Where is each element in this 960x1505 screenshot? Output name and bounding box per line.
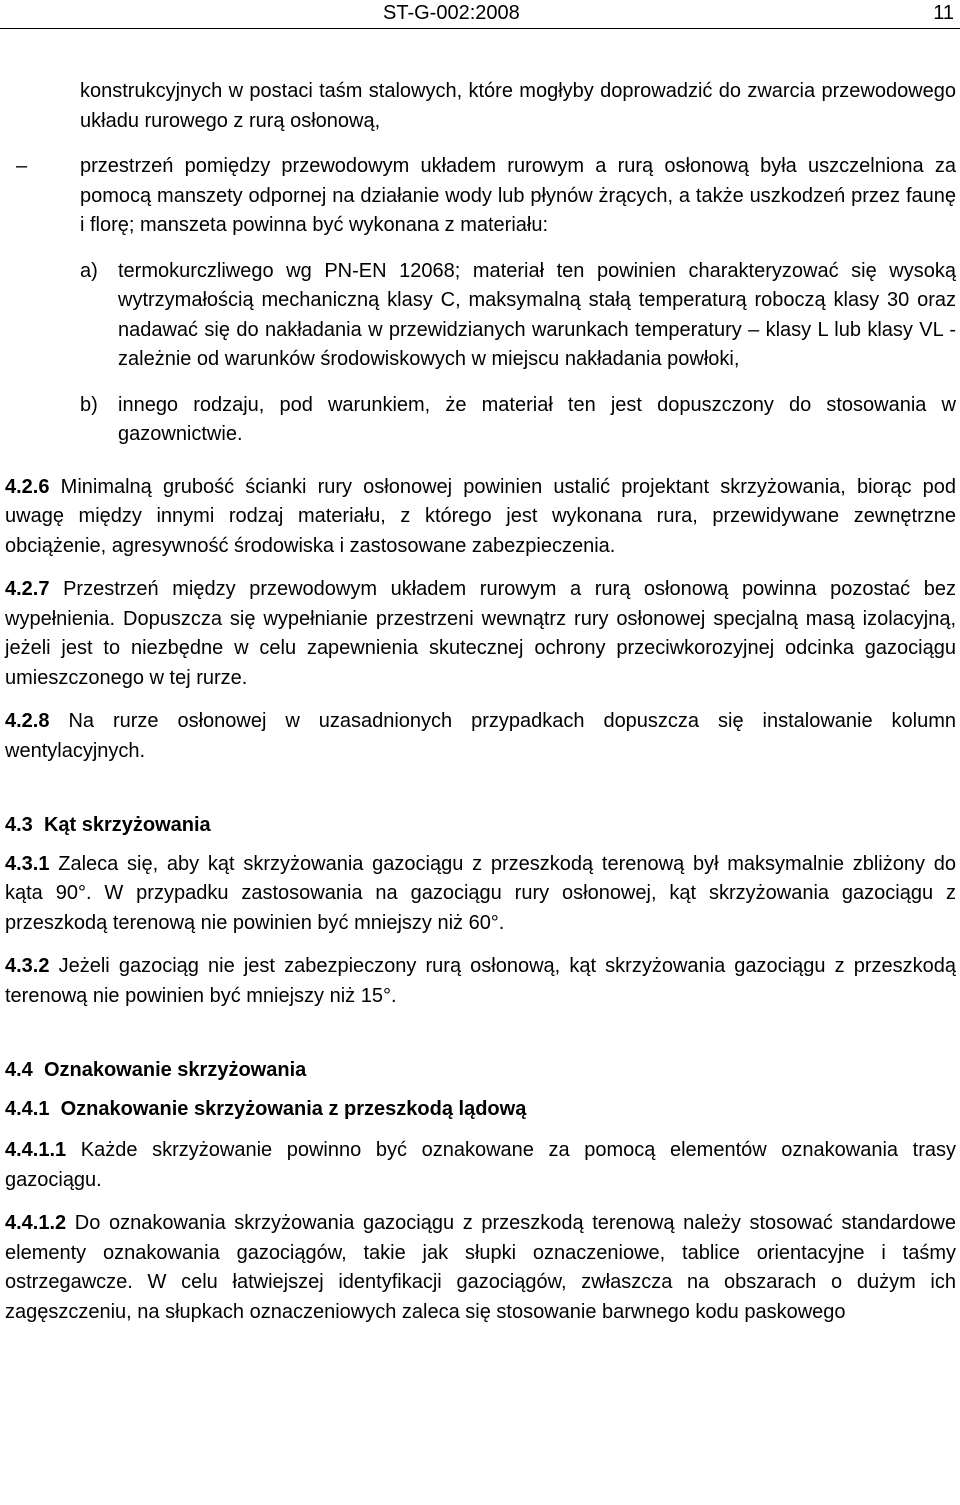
dash-item-text: przestrzeń pomiędzy przewodowym układem rurowym a rurą osłonową była uszczelniona za pomocą manszety odpornej na działanie wody lub płynów żrących, a także uszkodzeń przez faunę i florę; manszeta powinna być wykonana z materiału:	[80, 155, 956, 236]
paragraph-number: 4.3.2	[5, 955, 50, 977]
paragraph-number: 4.3.1	[5, 852, 50, 875]
list-label-a: a)	[80, 259, 98, 282]
paragraph-4-2-7	[5, 575, 956, 693]
paragraph-4-3-2	[5, 952, 956, 1011]
section-title: Kąt skrzyżowania	[43, 814, 211, 836]
paragraph-number: 4.4.1.1	[5, 1139, 67, 1161]
intro-paragraph: konstrukcyjnych w postaci taśm stalowych, które mogłyby doprowadzić do zwarcia przewodowego układu rurowego z rurą osłonową,	[80, 80, 956, 132]
section-heading-4-3	[5, 811, 956, 841]
section-number: 4.4	[5, 1059, 33, 1081]
document-id: ST-G-002:2008	[383, 2, 520, 24]
list-text-a: termokurczliwego wg PN-EN 12068; materiał ten powinien charakteryzować się wysoką wytrzymałością mechaniczną klasy C, maksymalną stałą temperaturą roboczą klasy 30 oraz nadawać się do nakładania w przewidzianych warunkach temperatury – klasy L lub klasy VL - zależnie od warunków środowiskowych w miejscu nakładania powłoki,	[118, 259, 956, 370]
list-item-a	[80, 257, 956, 375]
paragraph-text: Na rurze osłonowej w uzasadnionych przypadkach dopuszcza się instalowanie kolumn wentylacyjnych.	[5, 710, 956, 762]
dash-list-item	[16, 152, 956, 241]
section-heading-4-4	[5, 1056, 956, 1086]
paragraph-number: 4.4.1.2	[5, 1212, 67, 1234]
paragraph-4-2-8	[5, 707, 956, 766]
paragraph-number: 4.2.6	[5, 475, 50, 498]
paragraph-text: Zaleca się, aby kąt skrzyżowania gazociągu z przeszkodą terenową był maksymalnie zbliżony do kąta 90°. W przypadku zastosowania na gazociągu rury osłonowej, kąt skrzyżowania gazociągu z przeszkodą terenową nie powinien być mniejszy niż 60°.	[5, 852, 956, 934]
paragraph-number: 4.2.8	[5, 710, 50, 732]
section-number: 4.4.1	[5, 1097, 50, 1120]
list-text-b: innego rodzaju, pod warunkiem, że materiał ten jest dopuszczony do stosowania w gazownictwie.	[118, 393, 956, 445]
paragraph-text: Każde skrzyżowanie powinno być oznakowane za pomocą elementów oznakowania trasy gazociągu.	[5, 1139, 956, 1191]
paragraph-4-4-1-2	[5, 1209, 956, 1327]
paragraph-text: Przestrzeń między przewodowym układem rurowym a rurą osłonową powinna pozostać bez wypełnienia. Dopuszcza się wypełnianie przestrzeni wewnątrz rury osłonowej specjalną masą izolacyjną, jeżeli jest to niezbędne w celu zapewnienia skutecznej ochrony przeciwkorozyjnej odcinka gazociągu umieszczonego w tej rurze.	[5, 578, 956, 689]
dash-marker: –	[16, 155, 28, 177]
paragraph-4-3-1	[5, 850, 956, 939]
page-number: 11	[933, 2, 954, 24]
section-title: Oznakowanie skrzyżowania	[43, 1059, 307, 1081]
list-item-b	[80, 391, 956, 450]
section-title: Oznakowanie skrzyżowania z przeszkodą lądową	[60, 1097, 527, 1120]
paragraph-4-4-1-1	[5, 1136, 956, 1195]
paragraph-text: Do oznakowania skrzyżowania gazociągu z przeszkodą terenową należy stosować standardowe elementy oznakowania gazociągów, takie jak słupki oznaczeniowe, tablice orientacyjne i taśmy ostrzegawcze. W celu łatwiejszej identyfikacji gazociągów, zwłaszcza na obszarach o dużym ich zagęszczeniu, na słupkach oznaczeniowych zaleca się stosowanie barwnego kodu paskowego	[5, 1212, 956, 1323]
paragraph-text: Minimalną grubość ścianki rury osłonowej powinien ustalić projektant skrzyżowania, biorąc pod uwagę między innymi rodzaj materiału, z którego jest wykonana rura, przewidywane zewnętrzne obciążenie, agresywność środowiska i zastosowane zabezpieczenia.	[5, 475, 956, 557]
section-heading-4-4-1	[5, 1095, 956, 1125]
document-body	[5, 77, 956, 1327]
paragraph-number: 4.2.7	[5, 578, 50, 600]
section-number: 4.3	[5, 814, 33, 836]
paragraph-4-2-6	[5, 473, 956, 562]
list-label-b: b)	[80, 393, 98, 416]
paragraph-text: Jeżeli gazociąg nie jest zabezpieczony rurą osłonową, kąt skrzyżowania gazociągu z przeszkodą terenową nie powinien być mniejszy niż 15°.	[5, 955, 957, 1007]
page-header	[0, 0, 960, 29]
